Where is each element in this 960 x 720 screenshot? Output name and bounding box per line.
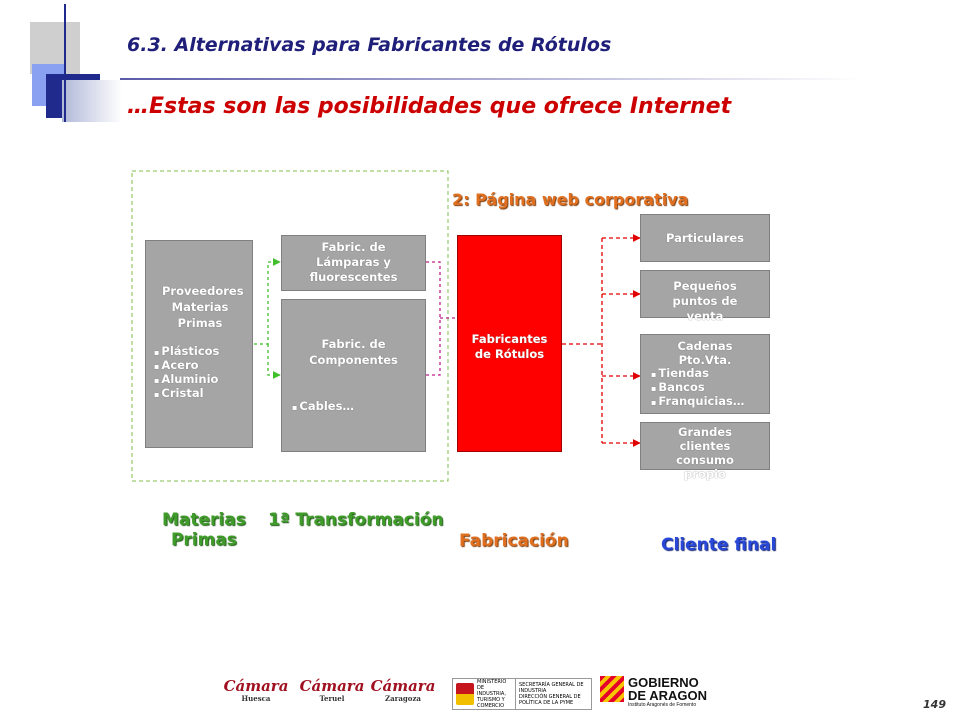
stage-cliente-final: Cliente final [661,535,777,555]
componentes-box [281,299,426,452]
componentes-title: Fabric. de Componentes [309,337,398,367]
list-item: ▪ Cristal [154,387,246,401]
page-title: 6.3. Alternativas para Fabricantes de Rótulos [127,34,612,56]
list-item: ▪ Acero [154,359,246,373]
cadenas-list [649,367,761,409]
proveedores-list [154,345,246,401]
logo-camara-zaragoza: Cámara Zaragoza [370,677,436,703]
page-subtitle: …Estas son las posibilidades que ofrece Internet [127,94,732,119]
logo-ministerio: MINISTERIO DE INDUSTRIA, TURISMO Y COMERCIO SECRETARÍA GENERAL DE INDUSTRIA DIRECCIÓN GENERAL DE POLÍTICA DE LA PYME [452,678,592,710]
stage-materias-primas [162,510,246,550]
pequenos-title: Pequeños puntos de venta [672,279,738,323]
fabricantes-title: Fabricantes de Rótulos [471,332,548,361]
purple-connectors [426,262,456,375]
logo-gobierno-aragon: GOBIERNO DE ARAGON Instituto Aragonés de Fomento [600,676,720,712]
list-item: ▪ Tiendas [651,367,761,381]
componentes-list [290,400,417,414]
web-corporativa-label: 2: Página web corporativa [452,190,689,209]
list-item: ▪ Bancos [651,381,761,395]
list-item: ▪ Cables… [292,400,417,414]
list-item: ▪ Aluminio [154,373,246,387]
logo-camara-huesca: Cámara Huesca [223,677,289,703]
proveedores-title: Proveedores Materias Primas [162,284,244,330]
list-item: ▪ Franquicias… [651,395,761,409]
pequenos-box [640,270,770,323]
aragon-flag-icon [600,676,624,702]
particulares-title: Particulares [665,231,744,245]
lamparas-title: Fabric. de Lámparas y fluorescentes [309,240,398,284]
stage-fabricacion: Fabricación [459,531,569,551]
stage-materias-line2: Primas [170,530,237,550]
logo-camara-teruel: Cámara Teruel [299,677,365,703]
stage-transformacion: 1ª Transformación [268,510,444,530]
page-number: 149 [923,698,946,711]
cadenas-box [640,334,770,414]
grandes-box [640,422,770,481]
green-connectors [254,262,280,375]
lamparas-box [281,235,426,291]
red-connectors [562,238,640,443]
stage-materias-line1: Materias [162,510,246,530]
list-item: ▪ Plásticos [154,345,246,359]
proveedores-box [145,240,253,448]
cadenas-title: Cadenas Pto.Vta. [677,339,733,367]
particulares-box [640,214,770,262]
escudo-icon [456,683,474,705]
grandes-title: Grandes clientes consumo propio [676,425,734,481]
fabricantes-box [457,235,562,452]
